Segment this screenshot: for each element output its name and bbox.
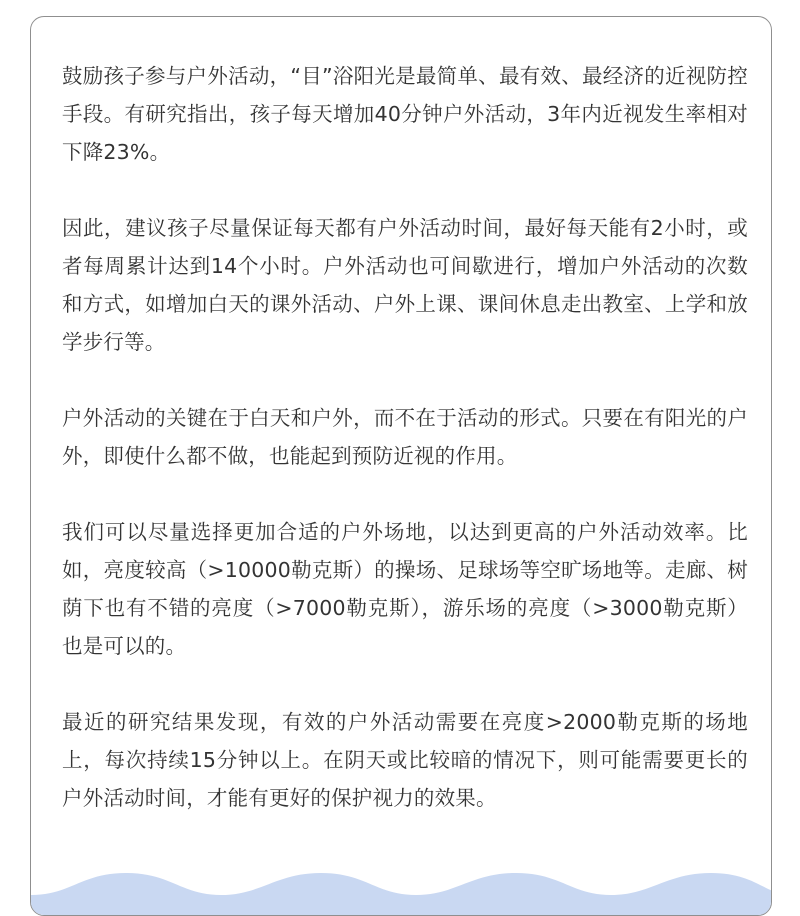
article-card <box>30 16 772 916</box>
paragraph-outdoor-sunlight: 鼓励孩子参与户外活动，“目”浴阳光是最简单、最有效、最经济的近视防控手段。有研究指出，孩子每天增加40分钟户外活动，3年内近视发生率相对下降23%。 <box>62 64 748 164</box>
paragraph-key-point: 户外活动的关键在于白天和户外，而不在于活动的形式。只要在有阳光的户外，即使什么都不做，也能起到预防近视的作用。 <box>62 406 748 468</box>
article-body <box>62 57 748 855</box>
paragraph-venue-choice: 我们可以尽量选择更加合适的户外场地，以达到更高的户外活动效率。比如，亮度较高（>10000勒克斯）的操场、足球场等空旷场地等。走廊、树荫下也有不错的亮度（>7000勒克斯），游乐场的亮度（>3000勒克斯）也是可以的。 <box>62 520 748 658</box>
decorative-wave <box>31 855 772 915</box>
paragraph-daily-time: 因此，建议孩子尽量保证每天都有户外活动时间，最好每天能有2小时，或者每周累计达到14个小时。户外活动也可间歇进行，增加户外活动的次数和方式，如增加白天的课外活动、户外上课、课间休息走出教室、上学和放学步行等。 <box>62 216 748 354</box>
paragraph-research-findings: 最近的研究结果发现，有效的户外活动需要在亮度>2000勒克斯的场地上，每次持续15分钟以上。在阴天或比较暗的情况下，则可能需要更长的户外活动时间，才能有更好的保护视力的效果。 <box>62 710 748 810</box>
